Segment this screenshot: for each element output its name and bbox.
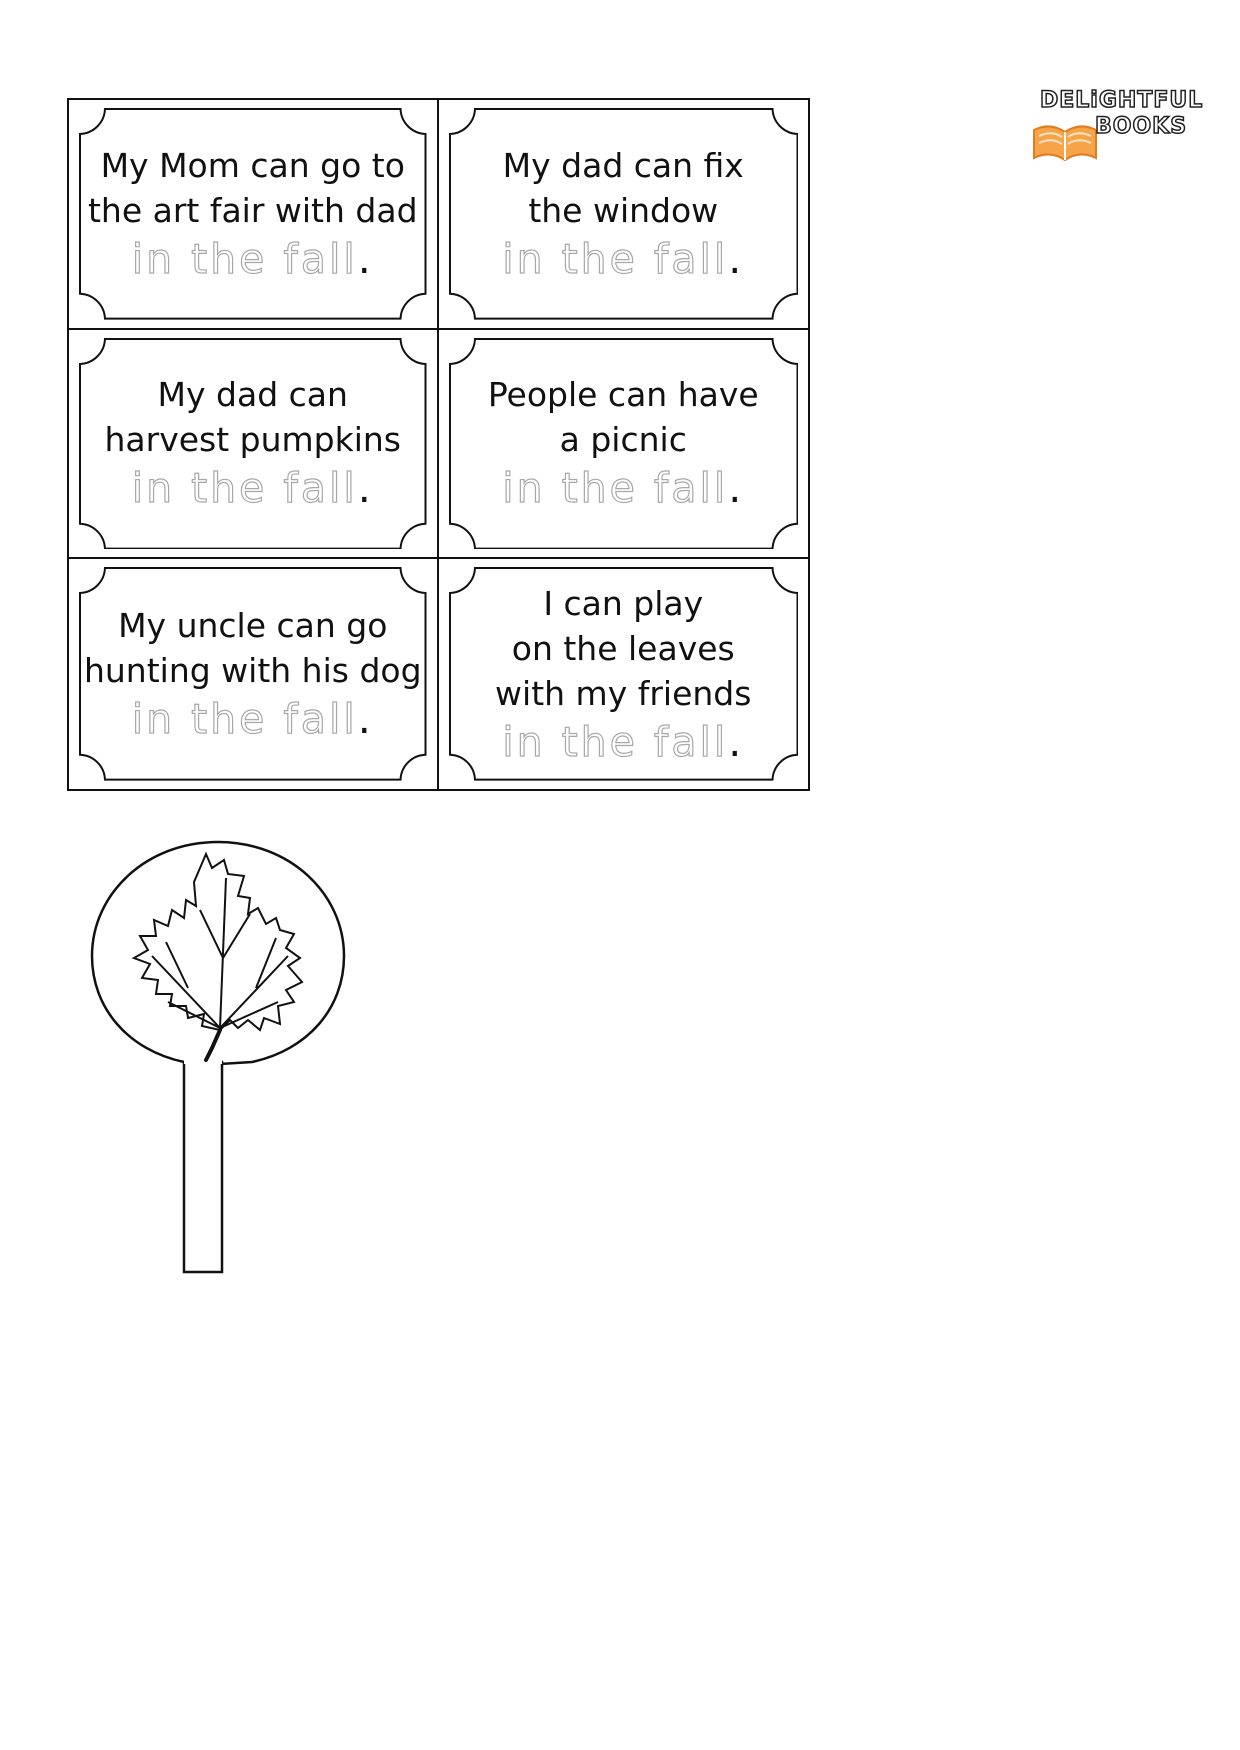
tracing-text: in the fall. [131,464,374,513]
tracing-text: in the fall. [502,464,745,513]
sentence-card-grid [67,98,810,791]
card-line: hunting with his dog [83,651,422,691]
card-text [79,567,427,781]
card-line: My uncle can go [118,606,388,646]
card-line: the window [528,190,719,230]
logo-line-2: BOOKS [1095,114,1188,139]
card-line: harvest pumpkins [104,420,401,460]
card-line: the art fair with dad [87,190,418,230]
maple-leaf-icon [88,838,348,1278]
card-text [449,338,799,550]
card-text [79,108,427,320]
logo-line-1: DELiGHTFUL [1040,88,1204,113]
card-line: People can have [487,375,759,415]
delightful-books-logo [1030,86,1204,172]
card-text [449,108,799,320]
sentence-card-5 [69,559,439,789]
card-line: I can play [543,583,704,623]
leaf-stick-puppet [88,838,348,1278]
tracing-text: in the fall. [131,234,374,283]
sentence-card-4 [439,330,809,560]
tracing-text: in the fall. [131,695,374,744]
sentence-card-6 [439,559,809,789]
card-line: a picnic [559,420,687,460]
card-line: with my friends [495,673,752,713]
card-line: My dad can fix [502,145,744,185]
sentence-card-1 [69,100,439,330]
sentence-card-3 [69,330,439,560]
card-text [449,567,799,781]
open-book-icon [1030,116,1100,166]
tracing-text: in the fall. [502,717,745,766]
card-line: My dad can [157,375,348,415]
sentence-card-2 [439,100,809,330]
card-line: on the leaves [511,628,735,668]
card-line: My Mom can go to [100,145,405,185]
tracing-text: in the fall. [502,234,745,283]
card-text [79,338,427,550]
